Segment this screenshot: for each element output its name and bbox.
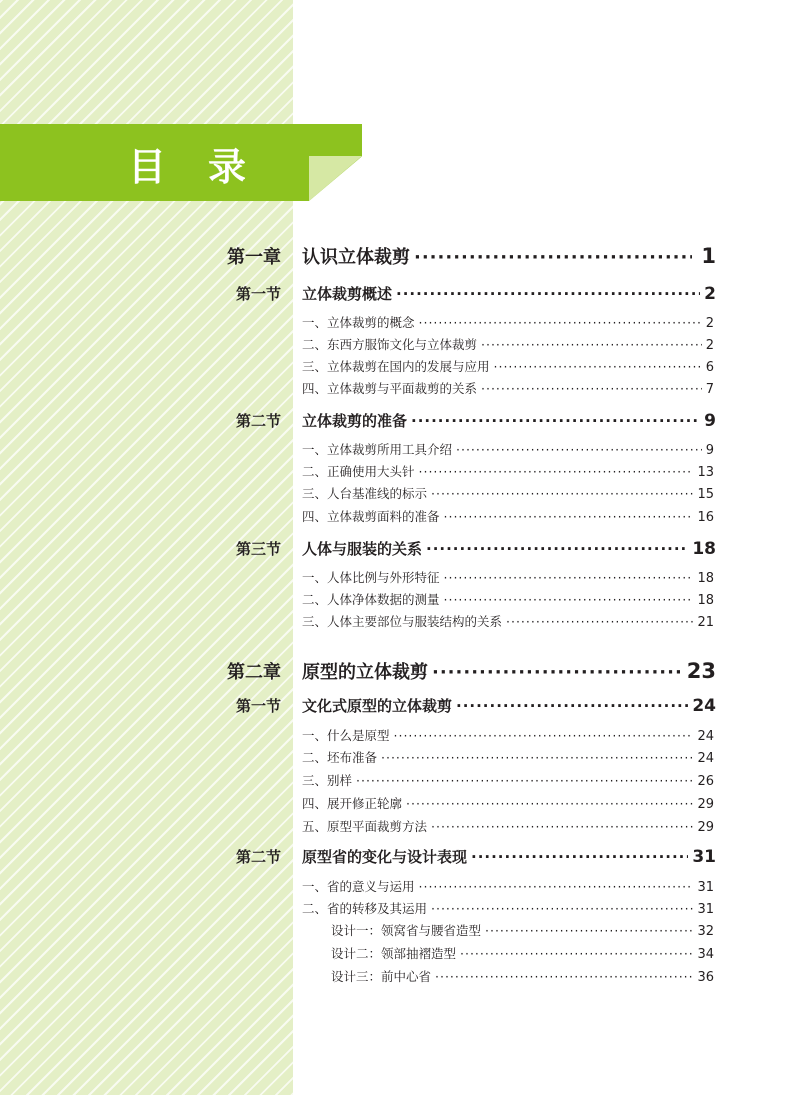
section-label: 第一节 [235,285,281,303]
page-number: 16 [697,510,714,525]
toc-section-entry[interactable] [302,846,716,867]
leader-dots [471,848,688,866]
leader-dots [411,412,700,430]
section-title: 原型省的变化与设计表现 [302,848,468,866]
item-title: 二、人体净体数据的测量 [302,592,440,607]
item-title: 设计二：领部抽褶造型 [331,946,457,961]
item-title: 三、立体裁剪在国内的发展与应用 [302,359,490,374]
leader-dots [394,728,694,743]
leader-dots [419,464,694,479]
leader-dots [406,796,693,811]
item-title: 四、立体裁剪面料的准备 [302,509,440,524]
toc-item-entry[interactable] [302,379,714,397]
page-number: 24 [697,751,714,766]
page-number: 6 [705,360,714,375]
page-number: 7 [705,382,714,397]
toc-item-entry[interactable] [302,726,714,744]
page-number: 23 [686,659,716,683]
item-title: 一、立体裁剪所用工具介绍 [302,442,453,457]
page-title-char-2: 录 [208,145,247,189]
item-title: 五、原型平面裁剪方法 [302,819,428,834]
toc-item-entry[interactable] [302,313,714,331]
item-title: 二、东西方服饰文化与立体裁剪 [302,337,478,352]
section-label: 第一节 [235,697,281,715]
toc-section-entry[interactable] [302,538,716,559]
page-number: 24 [697,729,714,744]
item-title: 三、人台基准线的标示 [302,486,428,501]
page-number: 18 [697,571,714,586]
section-title: 立体裁剪概述 [302,285,393,303]
toc-item-entry[interactable] [302,484,714,502]
leader-dots [431,819,693,834]
item-title: 三、人体主要部位与服装结构的关系 [302,614,503,629]
page-number: 9 [704,411,716,431]
page-number: 29 [697,797,714,812]
page-number: 15 [697,487,714,502]
section-title: 人体与服装的关系 [302,540,423,558]
toc-item-entry[interactable] [302,440,714,458]
item-title: 设计三：前中心省 [331,969,432,984]
chapter-title: 认识立体裁剪 [302,247,410,268]
leader-dots [485,923,693,938]
toc-item-entry[interactable] [302,817,714,835]
chapter-label: 第一章 [227,247,281,268]
leader-dots [456,697,688,715]
toc-item-entry[interactable] [302,462,714,480]
toc-item-entry[interactable] [302,590,714,608]
toc-chapter-entry[interactable] [302,658,716,684]
page-number: 9 [705,443,714,458]
leader-dots [419,315,702,330]
toc-section-entry[interactable] [302,410,716,431]
page-number: 31 [697,902,714,917]
section-label: 第二节 [235,412,281,430]
item-title: 三、别样 [302,773,353,788]
toc-item-entry[interactable] [302,877,714,895]
toc-subitem-entry[interactable] [331,921,714,939]
page-number: 32 [697,924,714,939]
chapter-label: 第二章 [227,662,281,683]
leader-dots [426,540,688,558]
page-number: 31 [697,880,714,895]
leader-dots [456,442,702,457]
page-number: 18 [697,593,714,608]
section-label: 第三节 [235,540,281,558]
item-title: 二、坯布准备 [302,750,378,765]
section-label: 第二节 [235,848,281,866]
leader-dots [506,614,693,629]
item-title: 一、什么是原型 [302,728,390,743]
toc-item-entry[interactable] [302,612,714,630]
leader-dots [432,662,683,683]
toc-section-entry[interactable] [302,695,716,716]
leader-dots [460,946,693,961]
item-title: 一、省的意义与运用 [302,879,415,894]
toc-item-entry[interactable] [302,357,714,375]
page-number: 18 [692,539,716,559]
toc-subitem-entry[interactable] [331,944,714,962]
page-number: 13 [697,465,714,480]
leader-dots [481,337,702,352]
section-title: 立体裁剪的准备 [302,412,408,430]
section-title: 文化式原型的立体裁剪 [302,697,453,715]
toc-item-entry[interactable] [302,794,714,812]
toc-item-entry[interactable] [302,771,714,789]
page-number: 21 [697,615,714,630]
toc-subitem-entry[interactable] [331,967,714,985]
page-number: 36 [697,970,714,985]
leader-dots [494,359,702,374]
toc-item-entry[interactable] [302,899,714,917]
leader-dots [356,773,693,788]
toc-item-entry[interactable] [302,568,714,586]
toc-item-entry[interactable] [302,335,714,353]
page-number: 31 [692,847,716,867]
leader-dots [419,879,694,894]
page-number: 2 [705,316,714,331]
item-title: 一、人体比例与外形特征 [302,570,440,585]
toc-item-entry[interactable] [302,507,714,525]
leader-dots [414,247,692,268]
leader-dots [381,750,693,765]
item-title: 一、立体裁剪的概念 [302,315,415,330]
leader-dots [444,592,694,607]
page-number: 2 [705,338,714,353]
item-title: 二、正确使用大头针 [302,464,415,479]
page-number: 29 [697,820,714,835]
page-title-char-1: 目 [128,145,167,189]
item-title: 设计一：领窝省与腰省造型 [331,923,482,938]
item-title: 二、省的转移及其运用 [302,901,428,916]
page-number: 1 [701,244,716,268]
chapter-title: 原型的立体裁剪 [302,662,428,683]
toc-section-entry[interactable] [302,283,716,304]
toc-item-entry[interactable] [302,748,714,766]
item-title: 四、展开修正轮廓 [302,796,403,811]
toc-chapter-entry[interactable] [302,243,716,269]
leader-dots [444,570,694,585]
leader-dots [444,509,694,524]
leader-dots [431,901,693,916]
item-title: 四、立体裁剪与平面裁剪的关系 [302,381,478,396]
page-number: 26 [697,774,714,789]
page-number: 34 [697,947,714,962]
leader-dots [481,381,702,396]
leader-dots [396,285,700,303]
leader-dots [435,969,693,984]
page-number: 2 [704,284,716,304]
page-number: 24 [692,696,716,716]
leader-dots [431,486,693,501]
